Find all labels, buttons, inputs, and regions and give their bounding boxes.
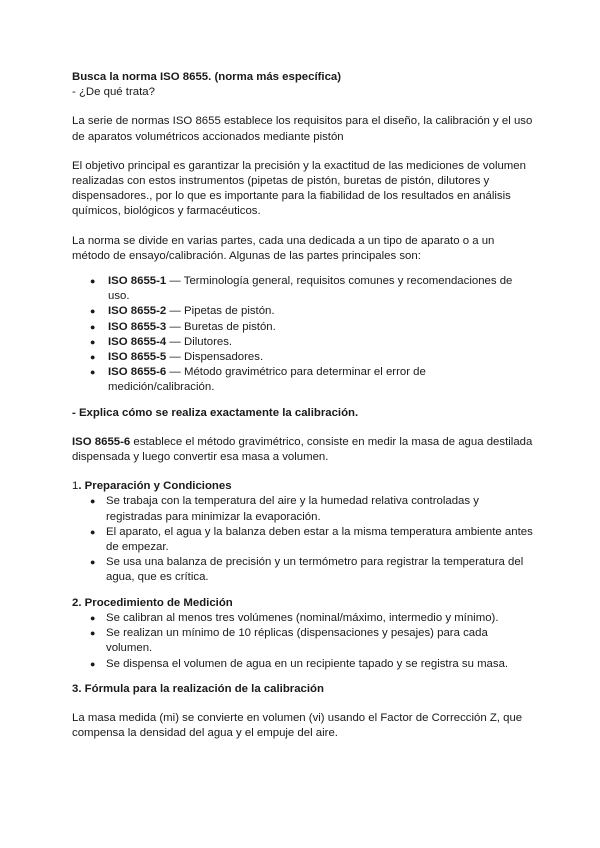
list-item: ● El aparato, el agua y la balanza deben estar a la misma temperatura ambiente antes de empezar. bbox=[90, 525, 534, 555]
paragraph-objective: El objetivo principal es garantizar la precisión y la exactitud de las mediciones de volumen realizadas con estos instrumentos (pipetas de pistón, buretas de pistón, dilutores y dispensadores., por lo que es importante para la fiabilidad de los resultados en análisis químicos, biológicos y farmacéuticos. bbox=[72, 159, 526, 218]
list-item: ● Se usa una balanza de precisión y un termómetro para registrar la temperatura del agua, que es crítica. bbox=[90, 555, 534, 585]
section-2-list bbox=[72, 611, 534, 672]
parts-list bbox=[72, 274, 534, 396]
list-item: ● Se trabaja con la temperatura del aire y la humedad relativa controladas y registradas para minimizar la evaporación. bbox=[90, 494, 534, 524]
paragraph-formula: La masa medida (mi) se convierte en volumen (vi) usando el Factor de Corrección Z, que compensa la densidad del agua y el empuje del aire. bbox=[72, 711, 523, 740]
list-item bbox=[90, 350, 534, 365]
section-1-heading bbox=[72, 479, 534, 494]
list-item bbox=[90, 365, 534, 395]
list-item: ● Se dispensa el volumen de agua en un recipiente tapado y se registra su masa. bbox=[90, 657, 534, 672]
list-item bbox=[90, 335, 534, 350]
part-code: ISO 8655-6 bbox=[72, 435, 131, 448]
section-1-list bbox=[72, 494, 534, 585]
list-item bbox=[90, 304, 534, 319]
question-how-calibration: - Explica cómo se realiza exactamente la calibración. bbox=[72, 406, 359, 419]
part-code: ISO 8655-2 bbox=[108, 305, 167, 318]
document-title: Busca la norma ISO 8655. (norma más específica) bbox=[72, 71, 342, 83]
part-description: — Dilutores. bbox=[166, 335, 233, 348]
paragraph-parts-intro: La norma se divide en varias partes, cada una dedicada a un tipo de aparato o a un método de ensayo/calibración. Algunas de las partes principales son: bbox=[72, 234, 495, 262]
list-item bbox=[90, 320, 534, 335]
question-what-is-it: - ¿De qué trata? bbox=[72, 86, 155, 99]
part-code: ISO 8655-6 bbox=[108, 366, 167, 379]
part-description: — Dispensadores. bbox=[166, 351, 264, 364]
part-description: — Método gravimétrico para determinar el error de medición/calibración. bbox=[108, 366, 426, 394]
section-3-title: 3. Fórmula para la realización de la calibración bbox=[72, 682, 324, 695]
part-description: — Buretas de pistón. bbox=[166, 320, 276, 333]
part-description: — Pipetas de pistón. bbox=[166, 305, 275, 318]
part-code: ISO 8655-3 bbox=[108, 320, 167, 333]
part-code: ISO 8655-1 bbox=[108, 275, 167, 288]
list-item bbox=[90, 274, 534, 304]
part-description: — Terminología general, requisitos comunes y recomendaciones de uso. bbox=[108, 275, 513, 303]
part-code: ISO 8655-5 bbox=[108, 351, 167, 364]
section-1-number: 1 bbox=[72, 480, 79, 493]
document-page bbox=[72, 70, 534, 741]
paragraph-gravimetric-text: establece el método gravimétrico, consiste en medir la masa de agua destilada dispensada y luego convertir esa masa a volumen. bbox=[72, 435, 533, 464]
part-code: ISO 8655-4 bbox=[108, 335, 167, 348]
paragraph-scope: La serie de normas ISO 8655 establece los requisitos para el diseño, la calibración y el uso de aparatos volumétricos accionados mediante pistón bbox=[72, 115, 533, 143]
paragraph-gravimetric bbox=[72, 435, 534, 465]
section-2-title: 2. Procedimiento de Medición bbox=[72, 596, 233, 609]
section-1-title: . Preparación y Condiciones bbox=[78, 480, 232, 493]
list-item: ● Se realizan un mínimo de 10 réplicas (dispensaciones y pesajes) para cada volumen. bbox=[90, 626, 534, 656]
list-item: ● Se calibran al menos tres volúmenes (nominal/máximo, intermedio y mínimo). bbox=[90, 611, 534, 626]
